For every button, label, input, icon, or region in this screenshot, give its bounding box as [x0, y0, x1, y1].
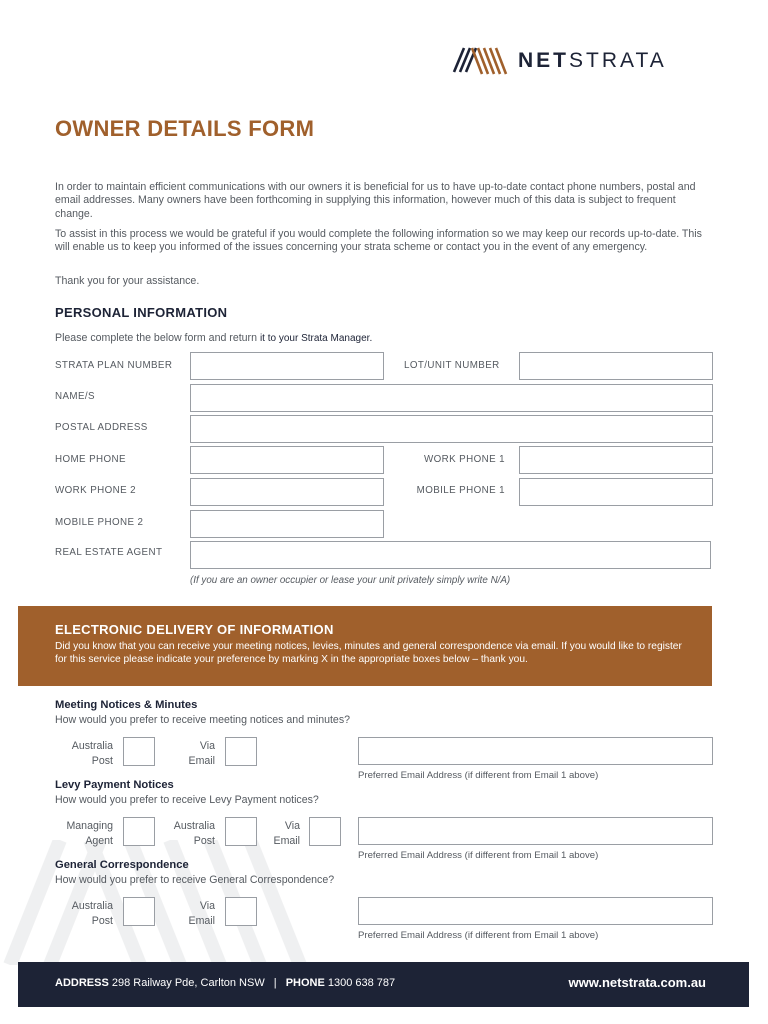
footer-bar [18, 962, 749, 1007]
general-post-label-line-2: Post [91, 914, 113, 927]
general-email-field-label: Preferred Email Address (if different from Email 1 above) [358, 930, 599, 941]
levy-notices-question: How would you prefer to receive Levy Payment notices? [55, 794, 319, 806]
levy-post-label [160, 819, 215, 848]
meeting-notices-question: How would you prefer to receive meeting notices and minutes? [55, 714, 351, 726]
general-post-checkbox[interactable] [123, 897, 155, 926]
general-post-label-line-1: Australia [71, 900, 113, 912]
mobile-phone-2-field[interactable] [190, 510, 384, 538]
levy-email-label-line-2: Email [273, 834, 300, 847]
strata-plan-number-field[interactable] [190, 352, 384, 380]
meeting-email-label-line-1: Via [199, 740, 215, 752]
levy-post-label-line-2: Post [193, 834, 215, 847]
footer-website-link[interactable]: www.netstrata.com.au [568, 975, 706, 990]
footer-phone-label: PHONE [285, 977, 325, 989]
lot-unit-number-field[interactable] [519, 352, 713, 380]
names-label: NAME/S [55, 391, 95, 402]
meeting-notices-title: Meeting Notices & Minutes [55, 699, 198, 711]
work-phone-2-label: WORK PHONE 2 [55, 485, 137, 496]
general-email-label-line-2: Email [188, 914, 215, 927]
mobile-phone-1-label: MOBILE PHONE 1 [416, 485, 505, 496]
logo-wordmark-bold: NET [518, 49, 569, 72]
levy-email-label [260, 819, 300, 848]
lot-unit-number-label: LOT/UNIT NUMBER [404, 360, 500, 371]
levy-post-label-line-1: Australia [173, 820, 215, 832]
intro-paragraph-1: In order to maintain efficient communications with our owners it is beneficial for us to have up-to-date contact phone numbers, postal and email addresses. Many owners have been forthcoming in supplying this information, however much of this data is subject to frequent change. [55, 181, 696, 220]
meeting-post-label-line-2: Post [91, 754, 113, 767]
meeting-post-label [40, 739, 113, 768]
personal-instruction-manager: it to your Strata Manager. [259, 333, 373, 344]
electronic-delivery-banner [18, 606, 712, 686]
work-phone-1-label: WORK PHONE 1 [423, 454, 505, 465]
intro-paragraph-2: To assist in this process we would be grateful if you would complete the following information so we may keep our records up-to-date. This will enable us to keep you informed of the issues concerning your strata scheme or contact you in the event of any emergency. [55, 228, 702, 254]
meeting-post-label-line-1: Australia [71, 740, 113, 752]
general-email-label [165, 899, 215, 928]
meeting-post-checkbox[interactable] [123, 737, 155, 766]
levy-agent-label-line-2: Agent [85, 834, 113, 847]
levy-email-field[interactable] [358, 817, 713, 845]
form-title: OWNER DETAILS FORM [55, 116, 315, 141]
meeting-email-checkbox[interactable] [225, 737, 257, 766]
levy-notices-title: Levy Payment Notices [55, 779, 174, 791]
levy-agent-checkbox[interactable] [123, 817, 155, 846]
meeting-email-label-line-2: Email [188, 754, 215, 767]
meeting-email-field[interactable] [358, 737, 713, 765]
mobile-phone-2-label: MOBILE PHONE 2 [55, 517, 144, 528]
general-email-label-line-1: Via [199, 900, 215, 912]
general-email-field[interactable] [358, 897, 713, 925]
footer-address-value: 298 Railway Pde, Carlton NSW [111, 977, 265, 989]
personal-instruction [55, 332, 715, 345]
real-estate-agent-field[interactable] [190, 541, 711, 569]
footer-phone-value: 1300 638 787 [327, 977, 396, 989]
footer-contact [55, 977, 395, 989]
electronic-delivery-text: Did you know that you can receive your meeting notices, levies, minutes and general correspondence via email. If you would like to register for this service please indicate your preference by marking X in the appropriate boxes below – thank you. [55, 641, 682, 666]
levy-email-checkbox[interactable] [309, 817, 341, 846]
names-field[interactable] [190, 384, 713, 412]
levy-agent-label-line-1: Managing [66, 820, 113, 832]
mobile-phone-1-field[interactable] [519, 478, 713, 506]
home-phone-label: HOME PHONE [55, 454, 126, 465]
general-correspondence-question: How would you prefer to receive General Correspondence? [55, 874, 335, 886]
logo-wordmark-rest: STRATA [569, 49, 667, 72]
footer-address-label: ADDRESS [55, 977, 109, 989]
meeting-email-label [165, 739, 215, 768]
general-post-label [40, 899, 113, 928]
levy-email-label-line-1: Via [284, 820, 300, 832]
levy-agent-label [40, 819, 113, 848]
general-correspondence-title: General Correspondence [55, 859, 189, 871]
strata-plan-number-label: STRATA PLAN NUMBER [55, 360, 173, 371]
postal-address-label: POSTAL ADDRESS [55, 422, 148, 433]
logo-wordmark [518, 44, 667, 78]
real-estate-agent-label: REAL ESTATE AGENT [55, 547, 163, 558]
intro-paragraph-3: Thank you for your assistance. [55, 275, 200, 287]
home-phone-field[interactable] [190, 446, 384, 474]
personal-info-title: PERSONAL INFORMATION [55, 305, 228, 320]
netstrata-logo [452, 44, 667, 78]
general-email-checkbox[interactable] [225, 897, 257, 926]
postal-address-field[interactable] [190, 415, 713, 443]
work-phone-2-field[interactable] [190, 478, 384, 506]
real-estate-agent-note: (If you are an owner occupier or lease your unit privately simply write N/A) [190, 575, 511, 586]
netstrata-mark-icon [452, 44, 508, 78]
footer-separator: | [273, 977, 277, 989]
electronic-delivery-title: ELECTRONIC DELIVERY OF INFORMATION [55, 622, 334, 637]
levy-post-checkbox[interactable] [225, 817, 257, 846]
work-phone-1-field[interactable] [519, 446, 713, 474]
meeting-email-field-label: Preferred Email Address (if different from Email 1 above) [358, 770, 599, 781]
personal-instruction-text: Please complete the below form and return [55, 332, 260, 344]
levy-email-field-label: Preferred Email Address (if different from Email 1 above) [358, 850, 599, 861]
